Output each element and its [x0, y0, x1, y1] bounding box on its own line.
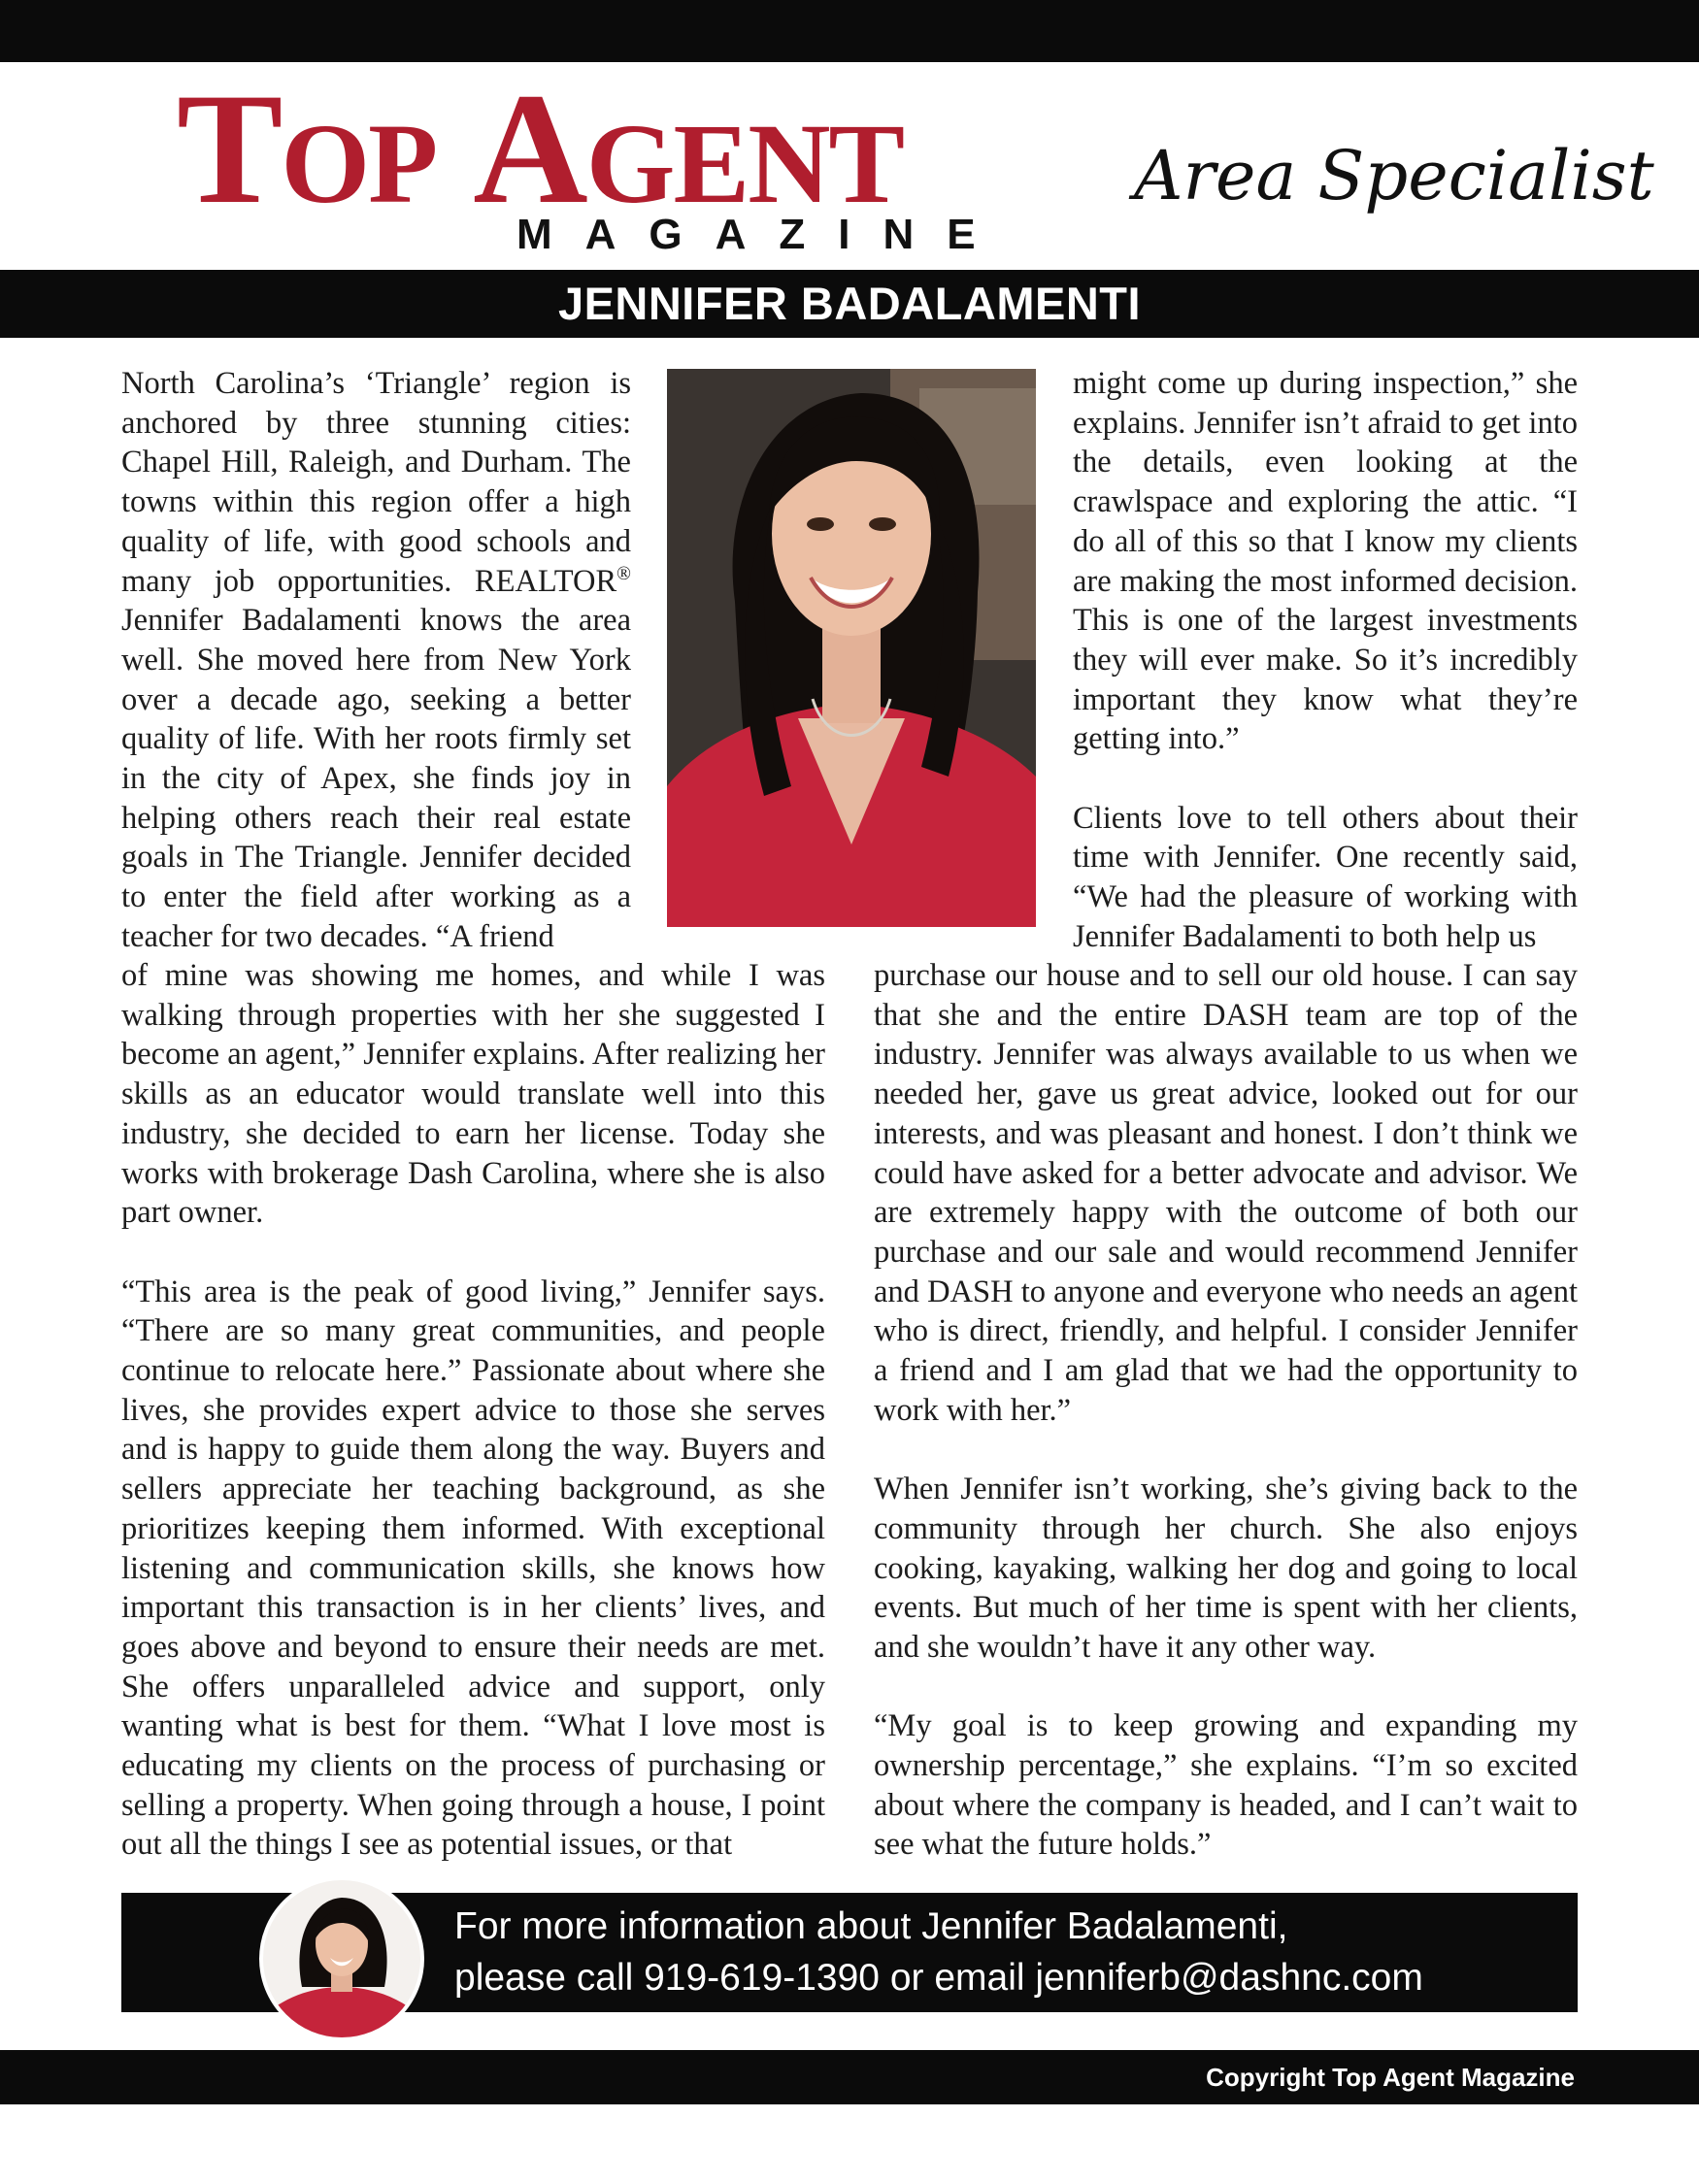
portrait-illustration — [667, 369, 1036, 927]
article-column-1-top: North Carolina’s ‘Triangle’ region is anchored by three stunning cities: Chapel Hill, Raleigh, and Durham. The towns within this region offer a high quality of life, with good schools and many job opportunities. REALTOR® Jennifer Badalamenti knows the area well. She moved here from New York over a decade ago, seeking a better quality of life. With her roots firmly set in the city of Apex, she finds joy in helping others reach their real estate goals in The Triangle. Jennifer decided to enter the field after working as a teacher for two decades. “A friend — [121, 366, 631, 954]
article-column-1-bottom: of mine was showing me homes, and while I was walking through properties with her she suggested I become an agent,” Jennifer explains. After realizing her skills as an educator would translate well into this industry, she decided to earn her license. Today she works with brokerage Dash Carolina, where she is also part owner. “This area is the peak of good living,” Jennifer says. “There are so many great communities, and people continue to relocate here.” Passionate about where she lives, she provides expert advice to those she serves and is happy to guide them along the way. Buyers and sellers appreciate her teaching background, as she prioritizes keeping them informed. With exceptional listening and communication skills, she knows how important this transaction is in her clients’ lives, and goes above and beyond to ensure their needs are met. She offers unparalleled advice and support, only wanting what is best for them. “What I love most is educating my clients on the process of purchasing or selling a property. When going through a house, I point out all the things I see as potential issues, or that — [121, 958, 825, 1863]
magazine-logo — [177, 61, 1050, 264]
article-column-2-bottom: purchase our house and to sell our old house. I can say that she and the entire DASH team are top of the industry. Jennifer was always available to us when we needed her, gave us great advice, looked out for our interests, and was pleasant and honest. I don’t think we could have asked for a better advocate and advisor. We are extremely happy with the outcome of both our purchase and our sale and would recommend Jennifer and DASH to anyone and everyone who needs an agent who is direct, friendly, and helpful. I consider Jennifer a friend and I am glad that we had the opportunity to work with her.” When Jennifer isn’t working, she’s giving back to the community through her church. She also enjoys cooking, kayaking, walking her dog and going to local events. But much of her time is spent with her clients, and she wouldn’t have it any other way. “My goal is to keep growing and expanding my ownership percentage,” she explains. “I’m so excited about where the company is headed, and I can’t wait to see what the future holds.” — [874, 958, 1578, 1863]
contact-info — [454, 1901, 1571, 2003]
agent-avatar — [259, 1876, 424, 2041]
copyright-text: Copyright Top Agent Magazine — [1206, 2063, 1575, 2092]
feature-name-banner: JENNIFER BADALAMENTI — [0, 270, 1699, 338]
logo-subtitle: MAGAZINE — [516, 211, 1009, 258]
avatar-illustration — [263, 1880, 420, 2037]
article-column-3-top: might come up during inspection,” she explains. Jennifer isn’t afraid to get into the details, even looking at the crawlspace and exploring the attic. “I do all of this so that I know my clients are making the most informed decision. This is one of the largest investments they will ever make. So it’s incredibly important they know what they’re getting into.” Clients love to tell others about their time with Jennifer. One recently said, “We had the pleasure of working with Jennifer Badalamenti to both help us — [1073, 366, 1578, 954]
contact-line-2: please call 919-619-1390 or email jenniferb@dashnc.com — [454, 1957, 1423, 1999]
section-tagline: Area Specialist — [1134, 136, 1654, 215]
logo-wordmark: TOP AGENT — [177, 61, 904, 237]
top-bar — [0, 0, 1699, 62]
contact-line-1: For more information about Jennifer Badalamenti, — [454, 1905, 1288, 1947]
agent-portrait-photo — [667, 369, 1036, 927]
